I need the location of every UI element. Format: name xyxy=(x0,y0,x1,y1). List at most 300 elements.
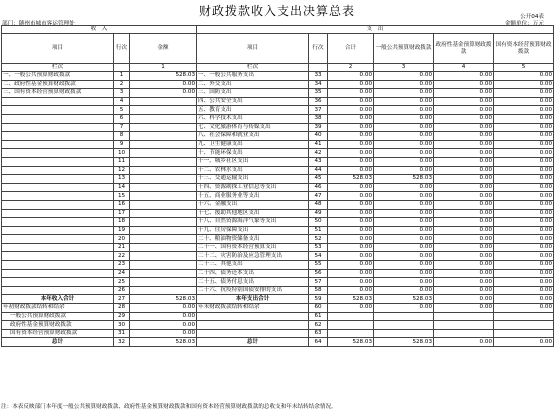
expense-item-cell: 二、外交支出 xyxy=(197,80,309,89)
table-row xyxy=(2,218,554,227)
expense-item-cell: 年末财政拨款结转和结余 xyxy=(197,304,309,313)
expense-line-cell: 64 xyxy=(309,338,328,347)
state-amount-cell: 0.00 xyxy=(494,261,554,270)
income-amount-cell xyxy=(130,269,197,278)
income-line-cell: 15 xyxy=(114,192,130,201)
total-amount-cell: 0.00 xyxy=(328,226,374,235)
expense-line-cell: 63 xyxy=(309,329,328,338)
expense-item-cell: 十九、住房保障支出 xyxy=(197,226,309,235)
header-row-group xyxy=(2,26,554,34)
income-item-cell xyxy=(2,175,114,184)
fund-amount-cell: 0.00 xyxy=(434,166,494,175)
total-amount-cell: 0.00 xyxy=(328,149,374,158)
state-amount-cell: 0.00 xyxy=(494,166,554,175)
state-amount-cell: 0.00 xyxy=(494,304,554,313)
income-amount-cell xyxy=(130,200,197,209)
col-num-line xyxy=(114,64,130,72)
col-num-exp-item: 栏次 xyxy=(197,64,309,72)
income-amount-cell: 0.00 xyxy=(130,329,197,338)
table-row xyxy=(2,175,554,184)
income-item-cell xyxy=(2,226,114,235)
general-budget-header: 一般公共预算财政拨款 xyxy=(374,34,434,64)
state-amount-cell: 0.00 xyxy=(494,132,554,141)
expense-line-cell: 51 xyxy=(309,226,328,235)
income-amount-cell: 528.03 xyxy=(130,295,197,304)
state-amount-cell: 0.00 xyxy=(494,252,554,261)
fund-amount-cell: 0.00 xyxy=(434,183,494,192)
expense-item-cell: 一、一般公共服务支出 xyxy=(197,72,309,81)
income-line-cell: 13 xyxy=(114,175,130,184)
income-amount-cell xyxy=(130,226,197,235)
state-amount-cell: 0.00 xyxy=(494,235,554,244)
state-amount-cell: 0.00 xyxy=(494,97,554,106)
total-amount-cell xyxy=(328,329,374,338)
expense-line-cell: 61 xyxy=(309,312,328,321)
income-item-cell xyxy=(2,149,114,158)
state-amount-cell xyxy=(494,312,554,321)
income-item-cell xyxy=(2,132,114,141)
table-row xyxy=(2,338,554,347)
total-amount-cell: 0.00 xyxy=(328,235,374,244)
fund-amount-cell: 0.00 xyxy=(434,338,494,347)
income-item-cell xyxy=(2,243,114,252)
expense-group-header: 支 出 xyxy=(197,26,554,34)
fund-amount-cell: 0.00 xyxy=(434,200,494,209)
col-num-state: 5 xyxy=(494,64,554,72)
income-line-cell: 11 xyxy=(114,157,130,166)
table-row xyxy=(2,295,554,304)
expense-line-cell: 46 xyxy=(309,183,328,192)
budget-table xyxy=(1,25,554,347)
income-line-cell: 31 xyxy=(114,329,130,338)
income-line-cell: 7 xyxy=(114,123,130,132)
expense-item-cell xyxy=(197,312,309,321)
expense-item-cell: 二十一、国有资本经营预算支出 xyxy=(197,243,309,252)
state-amount-cell xyxy=(494,321,554,330)
table-row xyxy=(2,149,554,158)
expense-item-cell: 二十六、抗疫特别国债安排的支出 xyxy=(197,286,309,295)
income-item-cell xyxy=(2,200,114,209)
expense-item-cell: 七、文化旅游体育与传媒支出 xyxy=(197,123,309,132)
income-item-cell: 一、一般公共预算财政拨款 xyxy=(2,72,114,81)
expense-line-cell: 33 xyxy=(309,72,328,81)
income-line-cell: 12 xyxy=(114,166,130,175)
total-amount-cell: 0.00 xyxy=(328,106,374,115)
income-line-cell: 24 xyxy=(114,269,130,278)
table-row xyxy=(2,261,554,270)
table-row xyxy=(2,226,554,235)
expense-item-cell: 二十、粮油物资储备支出 xyxy=(197,235,309,244)
income-item-cell xyxy=(2,278,114,287)
total-amount-cell: 0.00 xyxy=(328,200,374,209)
income-line-cell: 16 xyxy=(114,200,130,209)
income-line-cell: 18 xyxy=(114,218,130,227)
expense-line-cell: 60 xyxy=(309,304,328,313)
expense-item-cell: 三、国防支出 xyxy=(197,89,309,98)
fund-amount-cell: 0.00 xyxy=(434,295,494,304)
table-row xyxy=(2,286,554,295)
general-amount-cell: 0.00 xyxy=(374,200,434,209)
income-line-cell: 23 xyxy=(114,261,130,270)
income-line-cell: 4 xyxy=(114,97,130,106)
state-amount-cell: 0.00 xyxy=(494,192,554,201)
expense-line-cell: 44 xyxy=(309,166,328,175)
income-amount-cell xyxy=(130,192,197,201)
expense-item-cell: 十七、援助其他地区支出 xyxy=(197,209,309,218)
table-row xyxy=(2,235,554,244)
general-amount-cell: 528.03 xyxy=(374,295,434,304)
general-amount-cell: 0.00 xyxy=(374,123,434,132)
income-item-cell: 三、国有资本经营预算财政拨款 xyxy=(2,89,114,98)
expense-item-cell: 十二、农林水支出 xyxy=(197,166,309,175)
expense-line-cell: 48 xyxy=(309,200,328,209)
expense-line-cell: 55 xyxy=(309,261,328,270)
expense-item-cell: 本年支出合计 xyxy=(197,295,309,304)
general-amount-cell: 0.00 xyxy=(374,114,434,123)
state-capital-header: 国有资本经营预算财政拨款 xyxy=(494,34,554,64)
total-amount-cell: 0.00 xyxy=(328,269,374,278)
state-amount-cell: 0.00 xyxy=(494,157,554,166)
income-line-cell: 19 xyxy=(114,226,130,235)
general-amount-cell: 0.00 xyxy=(374,243,434,252)
income-line-cell: 22 xyxy=(114,252,130,261)
table-row xyxy=(2,166,554,175)
income-line-cell: 6 xyxy=(114,114,130,123)
general-amount-cell: 0.00 xyxy=(374,235,434,244)
total-amount-cell xyxy=(328,312,374,321)
income-amount-cell xyxy=(130,114,197,123)
general-amount-cell: 0.00 xyxy=(374,80,434,89)
total-amount-cell: 0.00 xyxy=(328,140,374,149)
expense-item-cell: 九、卫生健康支出 xyxy=(197,140,309,149)
income-amount-cell xyxy=(130,261,197,270)
income-amount-cell xyxy=(130,157,197,166)
fund-amount-cell: 0.00 xyxy=(434,97,494,106)
expense-item-cell: 二十三、其他支出 xyxy=(197,261,309,270)
state-amount-cell: 0.00 xyxy=(494,200,554,209)
income-item-cell xyxy=(2,192,114,201)
fund-amount-cell: 0.00 xyxy=(434,132,494,141)
state-amount-cell: 0.00 xyxy=(494,89,554,98)
total-amount-cell: 528.03 xyxy=(328,338,374,347)
state-amount-cell: 0.00 xyxy=(494,140,554,149)
state-amount-cell: 0.00 xyxy=(494,286,554,295)
state-amount-cell: 0.00 xyxy=(494,269,554,278)
state-amount-cell: 0.00 xyxy=(494,106,554,115)
expense-line-cell: 57 xyxy=(309,278,328,287)
income-amount-cell xyxy=(130,97,197,106)
expense-item-cell xyxy=(197,321,309,330)
state-amount-cell: 0.00 xyxy=(494,278,554,287)
income-line-cell: 26 xyxy=(114,286,130,295)
general-amount-cell xyxy=(374,312,434,321)
fund-amount-cell: 0.00 xyxy=(434,175,494,184)
income-amount-cell xyxy=(130,243,197,252)
fund-amount-cell: 0.00 xyxy=(434,149,494,158)
col-num-general: 3 xyxy=(374,64,434,72)
general-amount-cell: 0.00 xyxy=(374,192,434,201)
table-row xyxy=(2,312,554,321)
general-amount-cell: 528.03 xyxy=(374,175,434,184)
state-amount-cell: 0.00 xyxy=(494,295,554,304)
income-group-header: 收 入 xyxy=(2,26,197,34)
fund-amount-cell: 0.00 xyxy=(434,243,494,252)
total-amount-cell: 0.00 xyxy=(328,80,374,89)
table-row xyxy=(2,72,554,81)
fund-amount-cell: 0.00 xyxy=(434,235,494,244)
income-line-cell: 21 xyxy=(114,243,130,252)
income-line-cell: 25 xyxy=(114,278,130,287)
income-amount-cell: 0.00 xyxy=(130,89,197,98)
fund-amount-cell: 0.00 xyxy=(434,157,494,166)
general-amount-cell: 528.03 xyxy=(374,338,434,347)
income-line-cell: 20 xyxy=(114,235,130,244)
total-amount-cell: 0.00 xyxy=(328,286,374,295)
fund-amount-cell: 0.00 xyxy=(434,218,494,227)
income-item-cell xyxy=(2,286,114,295)
income-item-cell xyxy=(2,106,114,115)
total-amount-cell: 0.00 xyxy=(328,97,374,106)
total-amount-cell: 528.03 xyxy=(328,175,374,184)
general-amount-cell: 0.00 xyxy=(374,278,434,287)
general-amount-cell: 0.00 xyxy=(374,106,434,115)
expense-item-cell: 四、公共安全支出 xyxy=(197,97,309,106)
general-amount-cell: 0.00 xyxy=(374,304,434,313)
income-item-cell xyxy=(2,252,114,261)
fund-amount-cell: 0.00 xyxy=(434,80,494,89)
income-amount-cell xyxy=(130,166,197,175)
general-amount-cell xyxy=(374,329,434,338)
col-num-fund: 4 xyxy=(434,64,494,72)
expense-line-cell: 37 xyxy=(309,106,328,115)
expense-line-header: 行次 xyxy=(309,34,328,64)
expense-line-cell: 38 xyxy=(309,114,328,123)
income-item-cell: 二、政府性基金预算财政拨款 xyxy=(2,80,114,89)
income-amount-header: 金额 xyxy=(130,34,197,64)
table-row xyxy=(2,97,554,106)
income-amount-cell xyxy=(130,278,197,287)
unit-label: 金额单位：万元 xyxy=(504,21,544,27)
income-line-cell: 9 xyxy=(114,140,130,149)
table-row xyxy=(2,106,554,115)
general-amount-cell: 0.00 xyxy=(374,261,434,270)
general-amount-cell: 0.00 xyxy=(374,140,434,149)
table-row xyxy=(2,123,554,132)
expense-item-cell: 二十四、债务还本支出 xyxy=(197,269,309,278)
table-row xyxy=(2,183,554,192)
fund-amount-cell: 0.00 xyxy=(434,278,494,287)
expense-line-cell: 59 xyxy=(309,295,328,304)
income-line-cell: 8 xyxy=(114,132,130,141)
table-row xyxy=(2,209,554,218)
expense-item-cell: 八、社会保障和就业支出 xyxy=(197,132,309,141)
state-amount-cell: 0.00 xyxy=(494,80,554,89)
fund-amount-cell: 0.00 xyxy=(434,304,494,313)
expense-line-cell: 58 xyxy=(309,286,328,295)
expense-line-cell: 41 xyxy=(309,140,328,149)
income-item-cell xyxy=(2,123,114,132)
income-item-cell xyxy=(2,183,114,192)
table-row xyxy=(2,200,554,209)
state-amount-cell: 0.00 xyxy=(494,243,554,252)
fund-amount-cell: 0.00 xyxy=(434,286,494,295)
income-amount-cell xyxy=(130,175,197,184)
income-amount-cell: 0.00 xyxy=(130,312,197,321)
general-amount-cell: 0.00 xyxy=(374,226,434,235)
fund-amount-cell xyxy=(434,312,494,321)
income-amount-cell xyxy=(130,218,197,227)
table-row xyxy=(2,321,554,330)
income-line-header: 行次 xyxy=(114,34,130,64)
income-item-cell: 本年收入合计 xyxy=(2,295,114,304)
table-row xyxy=(2,114,554,123)
total-amount-cell: 0.00 xyxy=(328,166,374,175)
income-line-cell: 28 xyxy=(114,304,130,313)
header-row-columns xyxy=(2,34,554,64)
expense-line-cell: 36 xyxy=(309,97,328,106)
total-amount-cell: 528.03 xyxy=(328,295,374,304)
income-amount-cell xyxy=(130,132,197,141)
general-amount-cell: 0.00 xyxy=(374,89,434,98)
state-amount-cell: 0.00 xyxy=(494,114,554,123)
income-amount-cell xyxy=(130,252,197,261)
income-line-cell: 2 xyxy=(114,80,130,89)
total-amount-cell: 0.00 xyxy=(328,132,374,141)
total-amount-cell: 0.00 xyxy=(328,209,374,218)
income-amount-cell: 0.00 xyxy=(130,321,197,330)
expense-line-cell: 56 xyxy=(309,269,328,278)
expense-line-cell: 45 xyxy=(309,175,328,184)
income-item-cell: 国有资本经营预算财政拨款 xyxy=(2,329,114,338)
income-item-cell xyxy=(2,97,114,106)
income-item-cell: 年初财政拨款结转和结余 xyxy=(2,304,114,313)
expense-item-cell: 五、教育支出 xyxy=(197,106,309,115)
income-line-cell: 1 xyxy=(114,72,130,81)
table-row xyxy=(2,278,554,287)
table-row xyxy=(2,157,554,166)
total-amount-cell: 0.00 xyxy=(328,157,374,166)
general-amount-cell: 0.00 xyxy=(374,149,434,158)
income-amount-cell xyxy=(130,123,197,132)
income-line-cell: 32 xyxy=(114,338,130,347)
income-item-cell: 总计 xyxy=(2,338,114,347)
footnote: 注：本表反映部门本年度一般公共预算财政拨款、政府性基金预算财政拨款和国有资本经营预算财政拨款的总收支和年末结转结余情况。 xyxy=(1,404,337,410)
income-item-cell xyxy=(2,166,114,175)
general-amount-cell: 0.00 xyxy=(374,157,434,166)
state-amount-cell: 0.00 xyxy=(494,209,554,218)
state-amount-cell: 0.00 xyxy=(494,226,554,235)
total-amount-cell: 0.00 xyxy=(328,304,374,313)
fund-amount-cell: 0.00 xyxy=(434,252,494,261)
table-row xyxy=(2,243,554,252)
income-amount-cell: 0.00 xyxy=(130,304,197,313)
col-num-exp-line xyxy=(309,64,328,72)
fund-amount-cell: 0.00 xyxy=(434,72,494,81)
income-amount-cell xyxy=(130,209,197,218)
state-amount-cell xyxy=(494,329,554,338)
table-row xyxy=(2,89,554,98)
total-amount-cell: 0.00 xyxy=(328,252,374,261)
income-line-cell: 3 xyxy=(114,89,130,98)
general-amount-cell xyxy=(374,321,434,330)
form-number: 公开04表 xyxy=(520,14,544,20)
general-amount-cell: 0.00 xyxy=(374,252,434,261)
income-amount-cell xyxy=(130,286,197,295)
income-item-cell xyxy=(2,261,114,270)
fund-amount-cell: 0.00 xyxy=(434,89,494,98)
total-amount-cell: 0.00 xyxy=(328,261,374,270)
table-row xyxy=(2,192,554,201)
table-row xyxy=(2,329,554,338)
expense-item-cell: 十八、自然资源海洋气象等支出 xyxy=(197,218,309,227)
expense-item-cell: 十六、金融支出 xyxy=(197,200,309,209)
total-amount-cell: 0.00 xyxy=(328,123,374,132)
total-amount-cell: 0.00 xyxy=(328,89,374,98)
fund-amount-cell: 0.00 xyxy=(434,114,494,123)
expense-line-cell: 40 xyxy=(309,132,328,141)
income-amount-cell: 528.03 xyxy=(130,338,197,347)
total-header: 合计 xyxy=(328,34,374,64)
general-amount-cell: 0.00 xyxy=(374,166,434,175)
expense-line-cell: 49 xyxy=(309,209,328,218)
income-amount-cell: 528.03 xyxy=(130,72,197,81)
general-amount-cell: 0.00 xyxy=(374,72,434,81)
state-amount-cell: 0.00 xyxy=(494,72,554,81)
total-amount-cell: 0.00 xyxy=(328,192,374,201)
expense-line-cell: 43 xyxy=(309,157,328,166)
table-row xyxy=(2,269,554,278)
col-num-amount: 1 xyxy=(130,64,197,72)
expense-line-cell: 54 xyxy=(309,252,328,261)
income-line-cell: 10 xyxy=(114,149,130,158)
column-number-row xyxy=(2,64,554,72)
income-line-cell: 5 xyxy=(114,106,130,115)
fund-amount-cell: 0.00 xyxy=(434,123,494,132)
fund-amount-cell xyxy=(434,329,494,338)
expense-item-cell: 总计 xyxy=(197,338,309,347)
total-amount-cell: 0.00 xyxy=(328,218,374,227)
income-line-cell: 14 xyxy=(114,183,130,192)
col-num-item: 栏次 xyxy=(2,64,114,72)
income-amount-cell xyxy=(130,183,197,192)
expense-line-cell: 42 xyxy=(309,149,328,158)
expense-item-cell: 十五、商业服务业等支出 xyxy=(197,192,309,201)
income-line-cell: 30 xyxy=(114,321,130,330)
income-item-cell: 一般公共预算财政拨款 xyxy=(2,312,114,321)
expense-item-cell: 二十五、债务付息支出 xyxy=(197,278,309,287)
income-amount-cell xyxy=(130,149,197,158)
general-amount-cell: 0.00 xyxy=(374,269,434,278)
expense-line-cell: 52 xyxy=(309,235,328,244)
state-amount-cell: 0.00 xyxy=(494,183,554,192)
expense-line-cell: 53 xyxy=(309,243,328,252)
expense-item-cell: 十三、交通运输支出 xyxy=(197,175,309,184)
department-label: 部门：随州市城市客运管理处 xyxy=(2,21,75,27)
table-row xyxy=(2,132,554,141)
expense-line-cell: 50 xyxy=(309,218,328,227)
fund-amount-cell: 0.00 xyxy=(434,226,494,235)
col-num-total: 2 xyxy=(328,64,374,72)
expense-line-cell: 39 xyxy=(309,123,328,132)
state-amount-cell: 0.00 xyxy=(494,218,554,227)
income-amount-cell: 0.00 xyxy=(130,80,197,89)
table-row xyxy=(2,304,554,313)
fund-amount-cell: 0.00 xyxy=(434,209,494,218)
expense-item-header: 项目 xyxy=(197,34,309,64)
fund-amount-cell: 0.00 xyxy=(434,140,494,149)
total-amount-cell: 0.00 xyxy=(328,278,374,287)
income-item-cell: 政府性基金预算财政拨款 xyxy=(2,321,114,330)
